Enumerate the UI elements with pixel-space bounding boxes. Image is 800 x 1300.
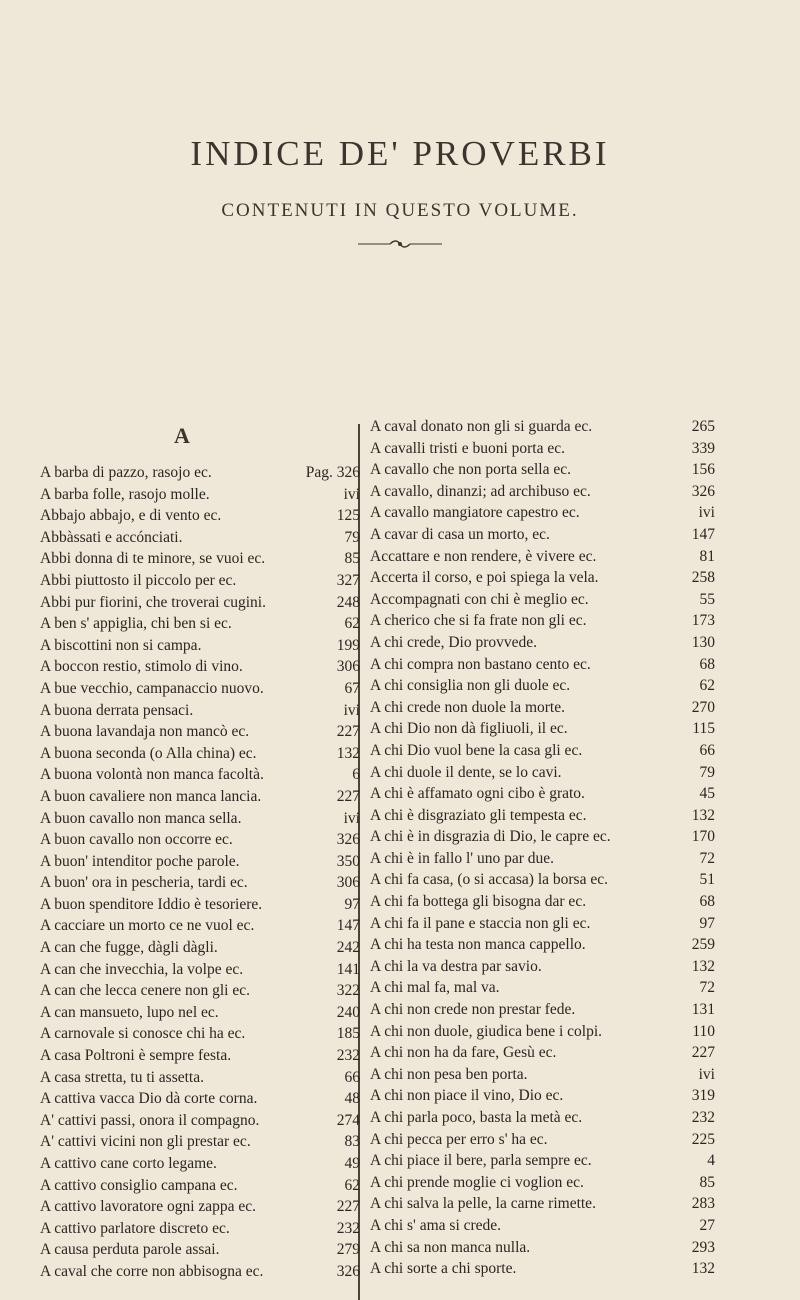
proverb-text: A chi è affamato ogni cibo è grato. [370, 785, 585, 803]
proverb-text: A chi s' ama si crede. [370, 1216, 502, 1234]
index-entry [40, 1110, 360, 1132]
index-entry [370, 438, 715, 460]
page-number: 227 [691, 1044, 715, 1062]
page-number: 242 [336, 939, 360, 957]
index-entry [370, 956, 715, 978]
page-number: 51 [699, 871, 715, 889]
page-number: 185 [336, 1025, 360, 1043]
index-entry [370, 999, 715, 1021]
index-entry [370, 762, 715, 784]
page-number: 326 [336, 1262, 360, 1280]
page-number: ivi [698, 1065, 715, 1083]
index-entry [370, 740, 715, 762]
proverb-text: A casa Poltroni è sempre festa. [40, 1047, 232, 1065]
index-entry [40, 505, 360, 527]
proverb-text: A chi prende moglie ci voglion ec. [370, 1173, 584, 1191]
index-entry [370, 1172, 715, 1194]
index-entry [40, 743, 360, 765]
page-number: 306 [336, 874, 360, 892]
page-number: 130 [691, 633, 715, 651]
page-number: 147 [691, 525, 715, 543]
page-number: 132 [691, 1260, 715, 1278]
index-entry [370, 891, 715, 913]
page-number: 55 [699, 590, 715, 608]
index-entry [370, 567, 715, 589]
page-number: 49 [344, 1155, 360, 1172]
proverb-text: A cattivo parlatore discreto ec. [40, 1219, 230, 1237]
index-entry [40, 462, 360, 484]
page-number: 170 [691, 828, 715, 846]
proverb-text: A chi parla poco, basta la metà ec. [370, 1109, 583, 1126]
page-number: 85 [344, 550, 360, 568]
page-number: 156 [691, 461, 715, 479]
page-number: 132 [336, 744, 360, 762]
proverb-text: A chi sa non manca nulla. [370, 1238, 531, 1256]
index-entry [40, 592, 360, 614]
page-number: 62 [344, 615, 360, 633]
page-number: 232 [336, 1219, 360, 1237]
index-entry [40, 1218, 360, 1240]
page-number: 327 [336, 571, 360, 589]
proverb-text: A cattiva vacca Dio dà corte corna. [40, 1090, 258, 1108]
proverb-text: A chi piace il bere, parla sempre ec. [370, 1152, 592, 1170]
proverb-text: A chi la va destra par savio. [370, 957, 542, 975]
index-entry [370, 826, 715, 848]
index-entry [370, 1150, 715, 1172]
proverb-text: Abbajo abbajo, e di vento ec. [40, 507, 222, 525]
page-number: 274 [336, 1111, 360, 1129]
page-number: 62 [699, 677, 715, 695]
page-number: 173 [691, 612, 715, 630]
index-entry [370, 934, 715, 956]
page-number: 326 [691, 482, 715, 500]
index-entry [370, 783, 715, 805]
proverb-text: A chi duole il dente, se lo cavi. [370, 763, 562, 781]
index-entry [370, 1215, 715, 1237]
proverb-text: A chi è in fallo l' uno par due. [370, 849, 555, 867]
index-entry [40, 915, 360, 937]
index-entry [370, 1193, 715, 1215]
page-number: Pag. 326 [305, 464, 360, 481]
index-entry [40, 1239, 360, 1261]
page-number: 48 [344, 1090, 360, 1108]
index-entry [40, 527, 360, 549]
proverb-text: A cavar di casa un morto, ec. [370, 525, 550, 543]
page-number: 85 [699, 1173, 715, 1191]
page-number: 141 [336, 960, 360, 978]
page-number: 259 [691, 936, 715, 954]
page-number: 350 [336, 852, 360, 870]
proverb-text: Accompagnati con chi è meglio ec. [370, 590, 589, 608]
page-number: 115 [692, 720, 715, 738]
proverb-text: A caval che corre non abbisogna ec. [40, 1262, 264, 1280]
proverb-text: Accerta il corso, e poi spiega la vela. [370, 569, 599, 587]
index-entry [40, 872, 360, 894]
proverb-text: A caval donato non gli si guarda ec. [370, 418, 593, 435]
page-number: 319 [691, 1087, 715, 1105]
page-number: 227 [336, 1198, 360, 1216]
index-entry [370, 589, 715, 611]
left-index-column [40, 462, 360, 1283]
proverb-text: Abbi donna di te minore, se vuoi ec. [40, 550, 266, 568]
index-entry [40, 851, 360, 873]
proverb-text: A buona seconda (o Alla china) ec. [40, 744, 257, 762]
proverb-text: Abbi pur fiorini, che troverai cugini. [40, 593, 266, 611]
index-entry [370, 1064, 715, 1086]
proverb-text: Abbàssati e accónciati. [40, 528, 183, 546]
page-number: ivi [698, 504, 715, 522]
page-number: 79 [699, 763, 715, 781]
page-number: 326 [336, 831, 360, 849]
proverb-text: A chi è disgraziato gli tempesta ec. [370, 806, 587, 824]
index-entry [40, 635, 360, 657]
proverb-text: A chi sorte a chi sporte. [370, 1260, 517, 1278]
proverb-text: A chi compra non bastano cento ec. [370, 655, 591, 673]
proverb-text: A chi pecca per erro s' ha ec. [370, 1130, 548, 1148]
proverb-text: A chi non ha da fare, Gesù ec. [370, 1044, 557, 1062]
page-number: 110 [692, 1022, 715, 1040]
page-number: 240 [336, 1003, 360, 1021]
index-entry [370, 632, 715, 654]
proverb-text: A cattivo consiglio campana ec. [40, 1176, 238, 1194]
index-entry [40, 937, 360, 959]
proverb-text: A chi non crede non prestar fede. [370, 1001, 576, 1019]
index-entry [40, 1175, 360, 1197]
page-number: ivi [343, 701, 360, 719]
page-number: 4 [707, 1152, 715, 1170]
proverb-text: A chi non piace il vino, Dio ec. [370, 1087, 564, 1105]
index-entry [370, 805, 715, 827]
page-number: ivi [343, 809, 360, 827]
index-entry [370, 416, 715, 438]
page-number: 322 [336, 982, 360, 1000]
proverb-text: A carnovale si conosce chi ha ec. [40, 1025, 246, 1043]
proverb-text: A buona volontà non manca facoltà. [40, 766, 264, 784]
index-entry [40, 570, 360, 592]
proverb-text: A buon' ora in pescheria, tardi ec. [40, 874, 248, 892]
proverb-text: A chi mal fa, mal va. [370, 979, 500, 997]
proverb-text: A chi ha testa non manca cappello. [370, 936, 586, 954]
index-entry [40, 484, 360, 506]
proverb-text: A buon spenditore Iddio è tesoriere. [40, 895, 263, 913]
page-number: ivi [343, 485, 360, 503]
proverb-text: A cattivo cane corto legame. [40, 1155, 217, 1172]
page-number: 132 [691, 806, 715, 824]
proverb-text: A can mansueto, lupo nel ec. [40, 1003, 219, 1021]
index-entry [370, 1021, 715, 1043]
index-entry [40, 1045, 360, 1067]
ornament-divider-icon [356, 238, 444, 250]
index-entry [40, 1153, 360, 1175]
index-entry [370, 675, 715, 697]
proverb-text: A chi fa bottega gli bisogna dar ec. [370, 893, 587, 911]
index-entry [370, 546, 715, 568]
index-entry [370, 718, 715, 740]
page-number: 97 [699, 914, 715, 932]
page-number: 147 [336, 917, 360, 935]
page-title: INDICE DE' PROVERBI [190, 134, 610, 173]
index-entry [370, 869, 715, 891]
index-entry [370, 1129, 715, 1151]
proverb-text: A chi è in disgrazia di Dio, le capre ec. [370, 828, 611, 846]
proverb-text: A bue vecchio, campanaccio nuovo. [40, 679, 264, 697]
proverb-text: A cavallo mangiatore capestro ec. [370, 504, 580, 522]
index-entry [370, 1107, 715, 1129]
proverb-text: A barba di pazzo, rasojo ec. [40, 464, 212, 481]
index-entry [40, 1261, 360, 1283]
index-entry [40, 678, 360, 700]
page-number: 279 [336, 1241, 360, 1259]
page-number: 45 [699, 785, 715, 803]
page-number: 199 [336, 636, 360, 654]
index-entry [370, 848, 715, 870]
proverb-text: A cacciare un morto ce ne vuol ec. [40, 917, 255, 935]
index-entry [40, 613, 360, 635]
index-entry [370, 654, 715, 676]
index-entry [370, 481, 715, 503]
page-number: 227 [336, 723, 360, 741]
page-number: 339 [691, 439, 715, 457]
index-entry [370, 913, 715, 935]
index-entry [40, 959, 360, 981]
page-number: 232 [336, 1047, 360, 1065]
page-number: 62 [344, 1176, 360, 1194]
index-entry [40, 700, 360, 722]
index-entry [40, 656, 360, 678]
proverb-text: A chi salva la pelle, la carne rimette. [370, 1195, 596, 1213]
proverb-text: A cherico che si fa frate non gli ec. [370, 612, 587, 630]
index-entry [40, 1067, 360, 1089]
page-number: 232 [691, 1109, 715, 1126]
page-number: 125 [336, 507, 360, 525]
proverb-text: A can che lecca cenere non gli ec. [40, 982, 250, 1000]
index-entry [370, 524, 715, 546]
proverb-text: A buona derrata pensaci. [40, 701, 194, 719]
index-entry [370, 1085, 715, 1107]
page-number: 67 [344, 679, 360, 697]
index-entry [370, 697, 715, 719]
proverb-text: A chi Dio non dà figliuoli, il ec. [370, 720, 568, 738]
proverb-text: A can che fugge, dàgli dàgli. [40, 939, 218, 957]
proverb-text: Accattare e non rendere, è vivere ec. [370, 547, 597, 565]
index-entry [370, 1258, 715, 1280]
index-entry [40, 786, 360, 808]
page-number: 83 [344, 1133, 360, 1151]
index-entry [40, 721, 360, 743]
page-number: 66 [699, 741, 715, 759]
proverb-text: A chi crede non duole la morte. [370, 698, 565, 716]
page-number: 97 [344, 895, 360, 913]
section-letter: A [174, 423, 190, 448]
index-entry [370, 1237, 715, 1259]
proverb-text: A can che invecchia, la volpe ec. [40, 960, 244, 978]
page-number: 248 [336, 593, 360, 611]
proverb-text: A buona lavandaja non mancò ec. [40, 723, 250, 741]
page-subtitle: CONTENUTI IN QUESTO VOLUME. [221, 200, 579, 221]
page-number: 283 [691, 1195, 715, 1213]
proverb-text: A chi Dio vuol bene la casa gli ec. [370, 741, 583, 759]
index-entry [40, 1088, 360, 1110]
index-entry [370, 459, 715, 481]
proverb-text: A chi fa casa, (o si accasa) la borsa ec. [370, 871, 608, 889]
index-entry [370, 610, 715, 632]
proverb-text: A buon cavallo non manca sella. [40, 809, 242, 827]
page-number: 227 [336, 787, 360, 805]
proverb-text: A buon' intenditor poche parole. [40, 852, 240, 870]
index-entry [370, 1042, 715, 1064]
proverb-text: A boccon restio, stimolo di vino. [40, 658, 243, 676]
page-number: 68 [699, 893, 715, 911]
index-entry [370, 502, 715, 524]
index-entry [40, 808, 360, 830]
page-number: 81 [699, 547, 715, 565]
page-number: 72 [699, 979, 715, 997]
proverb-text: A buon cavallo non occorre ec. [40, 831, 233, 849]
page-number: 72 [699, 849, 715, 867]
index-entry [40, 1002, 360, 1024]
page-number: 6 [352, 766, 360, 784]
proverb-text: A chi non duole, giudica bene i colpi. [370, 1022, 603, 1040]
proverb-text: A cavallo, dinanzi; ad archibuso ec. [370, 482, 591, 500]
page-number: 225 [691, 1130, 715, 1148]
proverb-text: A ben s' appiglia, chi ben si ec. [40, 615, 232, 633]
proverb-text: A cattivo lavoratore ogni zappa ec. [40, 1198, 257, 1216]
page-number: 306 [336, 658, 360, 676]
index-entry [40, 548, 360, 570]
proverb-text: A chi crede, Dio provvede. [370, 633, 537, 651]
index-entry [40, 829, 360, 851]
page-number: 265 [691, 418, 715, 435]
proverb-text: A' cattivi passi, onora il compagno. [40, 1111, 260, 1129]
right-index-column [370, 416, 715, 1280]
proverb-text: A chi fa il pane e staccia non gli ec. [370, 914, 591, 932]
index-entry [40, 1023, 360, 1045]
page-number: 131 [691, 1001, 715, 1019]
page-number: 258 [691, 569, 715, 587]
index-entry [40, 764, 360, 786]
proverb-text: A' cattivi vicini non gli prestar ec. [40, 1133, 251, 1151]
proverb-text: A chi non pesa ben porta. [370, 1065, 528, 1083]
proverb-text: A cavalli tristi e buoni porta ec. [370, 439, 565, 457]
proverb-text: A cavallo che non porta sella ec. [370, 461, 571, 479]
proverb-text: A chi consiglia non gli duole ec. [370, 677, 571, 695]
index-entry [40, 894, 360, 916]
page-number: 79 [344, 528, 360, 546]
page-number: 66 [344, 1068, 360, 1086]
page-number: 293 [691, 1238, 715, 1256]
index-entry [40, 980, 360, 1002]
proverb-text: A barba folle, rasojo molle. [40, 485, 210, 503]
proverb-text: A biscottini non si campa. [40, 636, 202, 654]
page-number: 132 [691, 957, 715, 975]
proverb-text: Abbi piuttosto il piccolo per ec. [40, 571, 237, 589]
page-number: 68 [699, 655, 715, 673]
index-entry [370, 977, 715, 999]
index-entry [40, 1196, 360, 1218]
proverb-text: A casa stretta, tu ti assetta. [40, 1068, 204, 1086]
proverb-text: A causa perduta parole assai. [40, 1241, 220, 1259]
page-number: 270 [691, 698, 715, 716]
proverb-text: A buon cavaliere non manca lancia. [40, 787, 262, 805]
index-entry [40, 1131, 360, 1153]
page-number: 27 [699, 1216, 715, 1234]
